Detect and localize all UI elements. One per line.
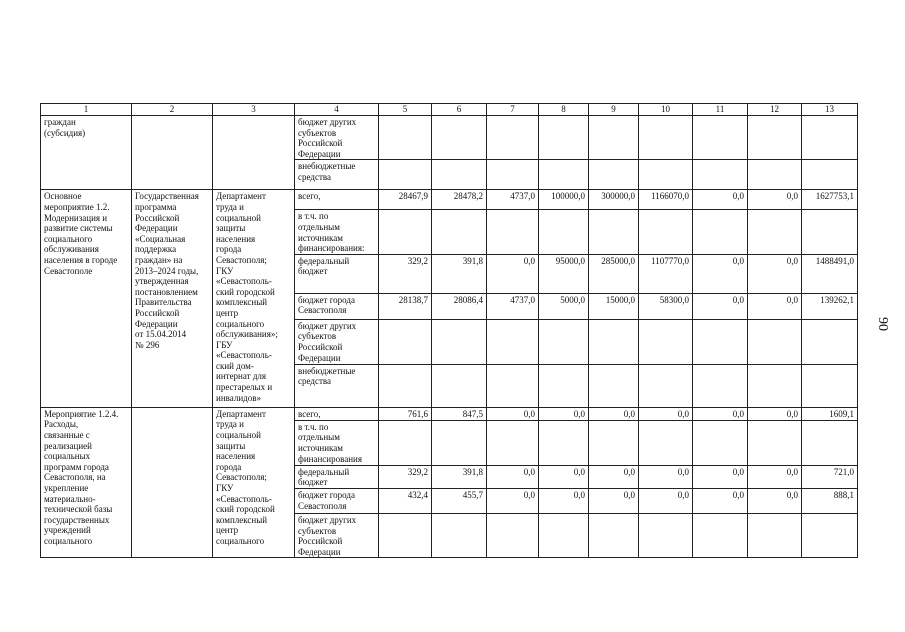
value-cell: 0,0 — [693, 465, 748, 488]
table-row — [41, 190, 858, 210]
value-cell — [748, 210, 802, 254]
column-header: 12 — [748, 104, 802, 116]
value-cell: 0,0 — [748, 407, 802, 420]
value-cell: 0,0 — [539, 488, 589, 513]
value-cell: 0,0 — [693, 190, 748, 210]
value-cell — [487, 319, 539, 364]
column-header: 3 — [213, 104, 295, 116]
value-cell: 100000,0 — [539, 190, 589, 210]
value-cell — [802, 420, 858, 465]
value-cell — [639, 513, 693, 557]
value-cell — [802, 364, 858, 407]
value-cell — [539, 210, 589, 254]
value-cell — [432, 364, 487, 407]
column-header: 4 — [295, 104, 379, 116]
value-cell: 0,0 — [748, 254, 802, 293]
value-cell — [639, 210, 693, 254]
measure-col3 — [213, 116, 295, 190]
value-cell — [487, 210, 539, 254]
value-cell: 5000,0 — [539, 293, 589, 319]
value-cell: 4737,0 — [487, 293, 539, 319]
funding-source-label: бюджет города Севастополя — [295, 293, 379, 319]
value-cell — [379, 420, 432, 465]
value-cell: 1488491,0 — [802, 254, 858, 293]
value-cell: 432,4 — [379, 488, 432, 513]
value-cell: 139262,1 — [802, 293, 858, 319]
value-cell: 847,5 — [432, 407, 487, 420]
value-cell: 0,0 — [693, 488, 748, 513]
value-cell — [639, 160, 693, 190]
column-header: 11 — [693, 104, 748, 116]
value-cell: 455,7 — [432, 488, 487, 513]
value-cell: 0,0 — [589, 465, 639, 488]
funding-source-label: федеральный бюджет — [295, 254, 379, 293]
value-cell — [639, 319, 693, 364]
column-header: 8 — [539, 104, 589, 116]
value-cell — [589, 116, 639, 160]
value-cell: 285000,0 — [589, 254, 639, 293]
value-cell: 0,0 — [589, 488, 639, 513]
value-cell — [693, 160, 748, 190]
value-cell — [379, 513, 432, 557]
value-cell — [589, 420, 639, 465]
value-cell: 95000,0 — [539, 254, 589, 293]
value-cell — [379, 364, 432, 407]
column-header: 6 — [432, 104, 487, 116]
value-cell — [432, 160, 487, 190]
value-cell — [802, 116, 858, 160]
value-cell — [589, 319, 639, 364]
value-cell — [693, 210, 748, 254]
value-cell: 58300,0 — [639, 293, 693, 319]
value-cell: 329,2 — [379, 254, 432, 293]
value-cell — [748, 160, 802, 190]
value-cell: 0,0 — [539, 407, 589, 420]
value-cell — [432, 116, 487, 160]
value-cell — [802, 513, 858, 557]
value-cell — [802, 160, 858, 190]
measure-col3: Департамент труда и социальной защиты населения города Севастополя; ГКУ «Севастополь- ский городской комплексный центр социального обслуживания»; ГБУ «Севастополь- ский дом- интернат для престарелых и инвалидов» — [213, 190, 295, 407]
value-cell: 0,0 — [639, 407, 693, 420]
value-cell — [487, 160, 539, 190]
column-header: 9 — [589, 104, 639, 116]
table-row — [41, 407, 858, 420]
value-cell: 0,0 — [748, 190, 802, 210]
value-cell — [589, 160, 639, 190]
value-cell — [432, 319, 487, 364]
value-cell — [432, 513, 487, 557]
value-cell: 761,6 — [379, 407, 432, 420]
value-cell — [693, 116, 748, 160]
value-cell: 721,0 — [802, 465, 858, 488]
value-cell: 28478,2 — [432, 190, 487, 210]
page-number: 90 — [875, 317, 890, 331]
value-cell: 4737,0 — [487, 190, 539, 210]
measure-col2 — [132, 407, 213, 558]
value-cell — [539, 160, 589, 190]
value-cell — [639, 364, 693, 407]
value-cell — [589, 210, 639, 254]
value-cell: 28086,4 — [432, 293, 487, 319]
value-cell — [748, 513, 802, 557]
value-cell — [693, 319, 748, 364]
measure-col1: граждан (субсидия) — [41, 116, 132, 190]
value-cell: 0,0 — [539, 465, 589, 488]
value-cell — [487, 364, 539, 407]
column-header: 1 — [41, 104, 132, 116]
measure-col3: Департамент труда и социальной защиты населения города Севастополя; ГКУ «Севастополь- ский городской комплексный центр социального — [213, 407, 295, 558]
value-cell: 15000,0 — [589, 293, 639, 319]
value-cell — [539, 319, 589, 364]
value-cell — [693, 513, 748, 557]
value-cell — [748, 364, 802, 407]
column-header: 5 — [379, 104, 432, 116]
value-cell — [539, 513, 589, 557]
value-cell — [639, 420, 693, 465]
value-cell: 391,8 — [432, 254, 487, 293]
value-cell: 0,0 — [748, 293, 802, 319]
value-cell — [693, 364, 748, 407]
funding-source-label: федеральный бюджет — [295, 465, 379, 488]
value-cell: 1609,1 — [802, 407, 858, 420]
value-cell — [539, 420, 589, 465]
value-cell — [748, 116, 802, 160]
value-cell — [487, 116, 539, 160]
value-cell — [748, 319, 802, 364]
value-cell — [693, 420, 748, 465]
value-cell: 0,0 — [748, 488, 802, 513]
measure-col1: Основное мероприятие 1.2. Модернизация и развитие системы социального обслуживания населения в городе Севастополе — [41, 190, 132, 407]
value-cell — [432, 420, 487, 465]
value-cell: 28467,9 — [379, 190, 432, 210]
funding-source-label: бюджет других субъектов Российской Федерации — [295, 319, 379, 364]
column-header: 10 — [639, 104, 693, 116]
value-cell: 0,0 — [693, 254, 748, 293]
value-cell: 391,8 — [432, 465, 487, 488]
value-cell — [487, 513, 539, 557]
funding-source-label: бюджет других субъектов Российской Федерации — [295, 513, 379, 557]
value-cell: 300000,0 — [589, 190, 639, 210]
table-row — [41, 116, 858, 160]
measure-col1: Мероприятие 1.2.4. Расходы, связанные с реализацией социальных программ города Севастополя, на укрепление материально- технической базы государственных учреждений социального — [41, 407, 132, 558]
value-cell: 1166070,0 — [639, 190, 693, 210]
value-cell — [379, 116, 432, 160]
value-cell — [802, 210, 858, 254]
value-cell — [379, 319, 432, 364]
measure-col2: Государственная программа Российской Федерации «Социальная поддержка граждан» на 2013–2024 годы, утвержденная постановлением Правительства Российской Федерации от 15.04.2014 № 296 — [132, 190, 213, 407]
funding-source-label: внебюджетные средства — [295, 160, 379, 190]
value-cell: 0,0 — [589, 407, 639, 420]
value-cell: 329,2 — [379, 465, 432, 488]
funding-source-label: всего, — [295, 190, 379, 210]
value-cell: 0,0 — [639, 465, 693, 488]
header-row — [41, 104, 858, 116]
funding-source-label: в т.ч. по отдельным источникам финансирования: — [295, 210, 379, 254]
value-cell: 0,0 — [487, 254, 539, 293]
value-cell: 0,0 — [487, 465, 539, 488]
value-cell: 1627753,1 — [802, 190, 858, 210]
value-cell: 0,0 — [693, 407, 748, 420]
funding-source-label: внебюджетные средства — [295, 364, 379, 407]
value-cell: 1107770,0 — [639, 254, 693, 293]
value-cell: 888,1 — [802, 488, 858, 513]
column-header: 2 — [132, 104, 213, 116]
value-cell — [802, 319, 858, 364]
value-cell — [379, 160, 432, 190]
value-cell — [589, 513, 639, 557]
value-cell — [539, 364, 589, 407]
funding-source-label: бюджет города Севастополя — [295, 488, 379, 513]
funding-table — [40, 103, 858, 558]
value-cell: 0,0 — [748, 465, 802, 488]
value-cell: 28138,7 — [379, 293, 432, 319]
funding-source-label: в т.ч. по отдельным источникам финансирования — [295, 420, 379, 465]
value-cell: 0,0 — [693, 293, 748, 319]
funding-source-label: всего, — [295, 407, 379, 420]
value-cell — [639, 116, 693, 160]
column-header: 13 — [802, 104, 858, 116]
value-cell — [539, 116, 589, 160]
column-header: 7 — [487, 104, 539, 116]
value-cell: 0,0 — [487, 488, 539, 513]
measure-col2 — [132, 116, 213, 190]
funding-source-label: бюджет других субъектов Российской Федерации — [295, 116, 379, 160]
value-cell: 0,0 — [487, 407, 539, 420]
value-cell — [487, 420, 539, 465]
value-cell — [589, 364, 639, 407]
value-cell — [432, 210, 487, 254]
value-cell — [379, 210, 432, 254]
value-cell — [748, 420, 802, 465]
value-cell: 0,0 — [639, 488, 693, 513]
